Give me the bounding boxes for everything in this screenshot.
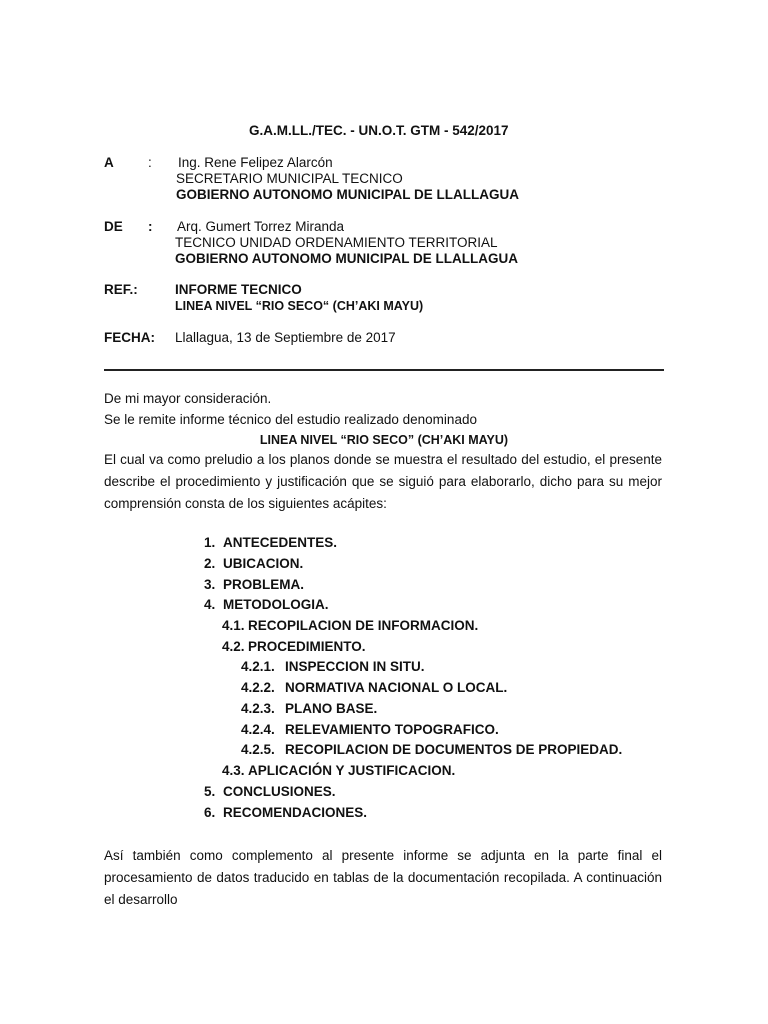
- from-position: TECNICO UNIDAD ORDENAMIENTO TERRITORIAL: [175, 235, 498, 250]
- to-colon: :: [148, 155, 152, 170]
- toc-item: 2. UBICACION.: [204, 556, 304, 571]
- to-organization: GOBIERNO AUTONOMO MUNICIPAL DE LLALLAGUA: [176, 187, 519, 202]
- date-value: Llallagua, 13 de Septiembre de 2017: [175, 330, 396, 345]
- toc-item: 4.2.2. NORMATIVA NACIONAL O LOCAL.: [241, 680, 508, 695]
- toc-item: 3. PROBLEMA.: [204, 577, 304, 592]
- toc-item: 6. RECOMENDACIONES.: [204, 805, 368, 820]
- from-organization: GOBIERNO AUTONOMO MUNICIPAL DE LLALLAGUA: [175, 251, 518, 266]
- to-label: A: [104, 155, 114, 170]
- from-colon: :: [148, 219, 153, 234]
- study-title: LINEA NIVEL “RIO SECO” (CH’AKI MAYU): [259, 433, 509, 447]
- toc-item: 4.2.5. RECOPILACION DE DOCUMENTOS DE PROPIEDAD.: [241, 742, 623, 757]
- greeting: De mi mayor consideración.: [104, 391, 272, 406]
- toc-item: 4.3. APLICACIÓN Y JUSTIFICACION.: [222, 763, 456, 778]
- paragraph-closing: Así también como complemento al presente informe se adjunta en la parte final el procesamiento de datos traducido en tablas de la documentación recopilada. A continuación el desarrollo: [104, 848, 662, 907]
- to-position: SECRETARIO MUNICIPAL TECNICO: [176, 171, 403, 186]
- document-code: G.A.M.LL./TEC. - UN.O.T. GTM - 542/2017: [249, 123, 509, 138]
- toc-item: 4.2.4. RELEVAMIENTO TOPOGRAFICO.: [241, 722, 499, 737]
- from-label: DE: [104, 219, 123, 234]
- toc-item: 4.2.3. PLANO BASE.: [241, 701, 378, 716]
- separator-line: [104, 369, 664, 371]
- ref-label: REF.:: [104, 282, 138, 297]
- toc-item: 4.1. RECOPILACION DE INFORMACION.: [222, 618, 479, 633]
- from-name: Arq. Gumert Torrez Miranda: [177, 219, 345, 234]
- toc-item: 5. CONCLUSIONES.: [204, 784, 336, 799]
- toc-item: 4.2.1. INSPECCION IN SITU.: [241, 659, 425, 674]
- date-label: FECHA:: [104, 330, 155, 345]
- ref-title: INFORME TECNICO: [175, 282, 302, 297]
- to-name: Ing. Rene Felipez Alarcón: [178, 155, 333, 170]
- ref-subtitle: LINEA NIVEL “RIO SECO“ (CH’AKI MAYU): [175, 299, 424, 313]
- toc-item: 1. ANTECEDENTES.: [204, 535, 338, 550]
- toc-item: 4.2. PROCEDIMIENTO.: [222, 639, 366, 654]
- paragraph-intro: El cual va como preludio a los planos donde se muestra el resultado del estudio, el presente describe el procedimiento y justificación que se siguió para elaborarlo, dicho para su mejor comprensión consta de los siguientes acápites:: [104, 452, 662, 511]
- intro-text: Se le remite informe técnico del estudio realizado denominado: [104, 412, 477, 427]
- toc-item: 4. METODOLOGIA.: [204, 597, 329, 612]
